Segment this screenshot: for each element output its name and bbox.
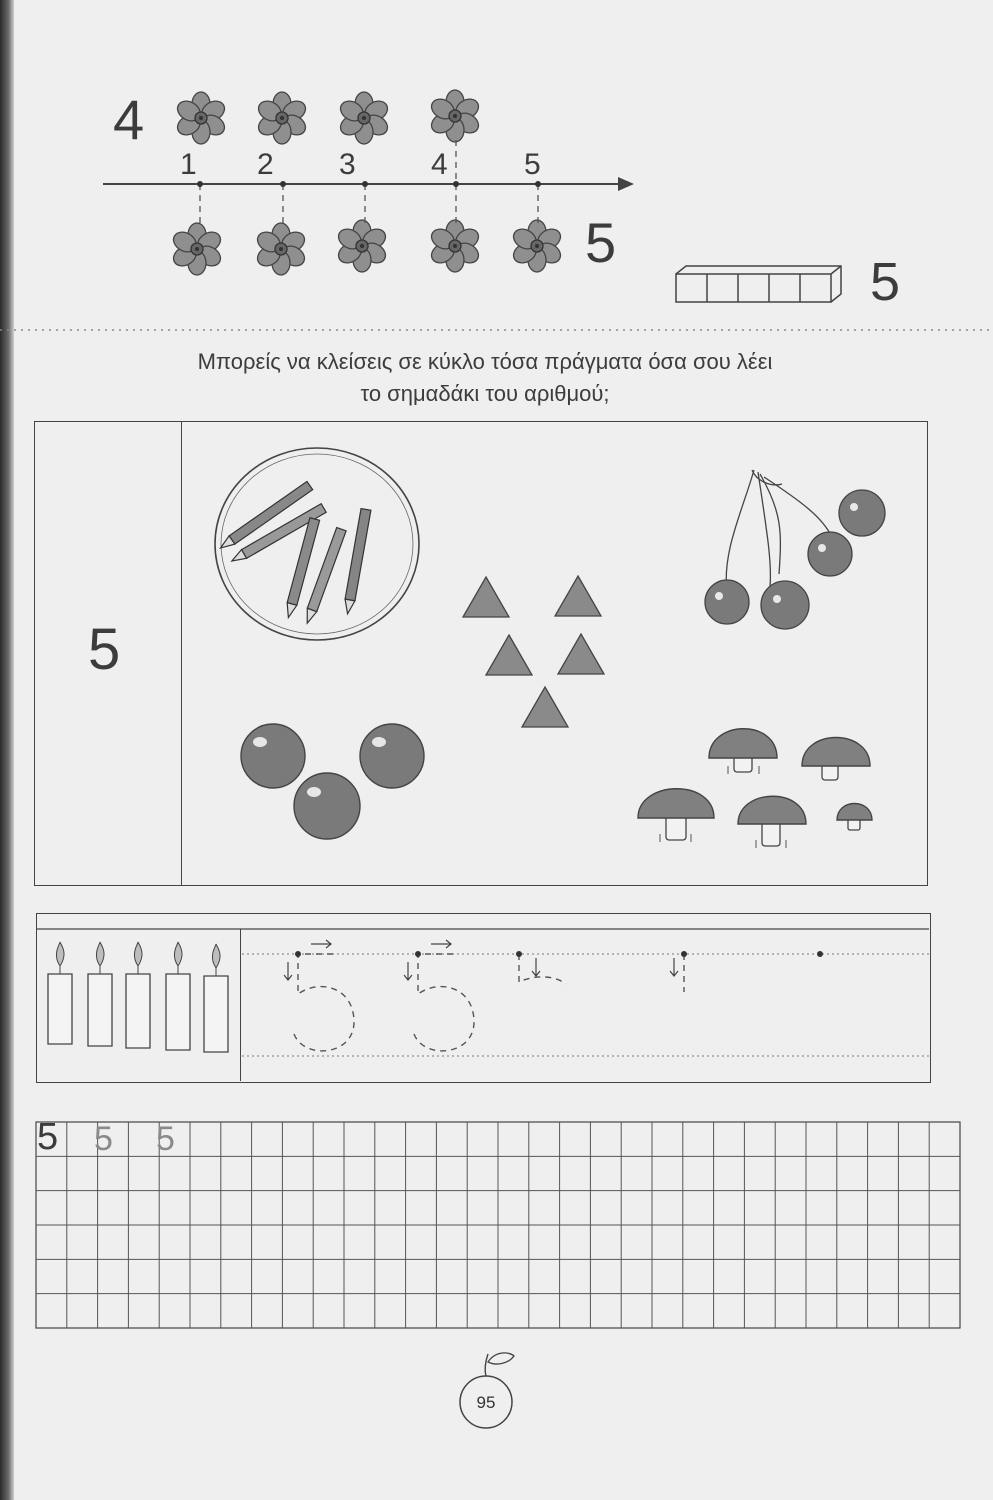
- grid-sample-digit: 5: [37, 1116, 59, 1158]
- bottom-flower-2: [254, 223, 308, 275]
- cherries-group: [705, 470, 885, 629]
- grid-trace-digit-2: 5: [156, 1120, 175, 1158]
- top-flower-2: [255, 92, 309, 144]
- blocks-count-number: 5: [870, 252, 901, 312]
- balls-group: [241, 724, 424, 839]
- top-count-number: 4: [113, 88, 145, 151]
- tick-label-2: 2: [257, 148, 274, 181]
- top-flower-3: [337, 92, 391, 144]
- instruction-line-1: Μπορείς να κλείσεις σε κύκλο τόσα πράγματα όσα σου λέει: [197, 349, 773, 374]
- bottom-count-number: 5: [585, 211, 617, 274]
- five-blocks-icon: [676, 266, 841, 302]
- candles-group: [48, 942, 228, 1052]
- number-line-illustration: [0, 0, 993, 340]
- bottom-flower-5: [510, 220, 564, 272]
- top-flower-1: [174, 92, 228, 144]
- pencils-plate: [215, 448, 419, 640]
- tick-label-4: 4: [431, 148, 448, 181]
- objects-illustration: [182, 422, 927, 884]
- bottom-flower-4: [428, 220, 482, 272]
- top-flower-4: [428, 90, 482, 142]
- exercise-number: 5: [88, 617, 121, 682]
- triangles-group: [463, 576, 604, 727]
- grid-trace-digit-1: 5: [94, 1120, 113, 1158]
- tracing-fives: [294, 954, 684, 1051]
- bottom-flower-3: [335, 220, 389, 272]
- page-number: 95: [476, 1393, 496, 1412]
- tick-label-3: 3: [339, 148, 356, 181]
- instruction-line-2: το σημαδάκι του αριθμού;: [360, 381, 610, 406]
- page-number-badge: [450, 1340, 530, 1430]
- tick-label-1: 1: [180, 148, 197, 181]
- tick-label-5: 5: [524, 148, 541, 181]
- bottom-flower-1: [170, 223, 224, 275]
- tracing-illustration: [36, 914, 931, 1082]
- mushrooms-group: [638, 729, 872, 848]
